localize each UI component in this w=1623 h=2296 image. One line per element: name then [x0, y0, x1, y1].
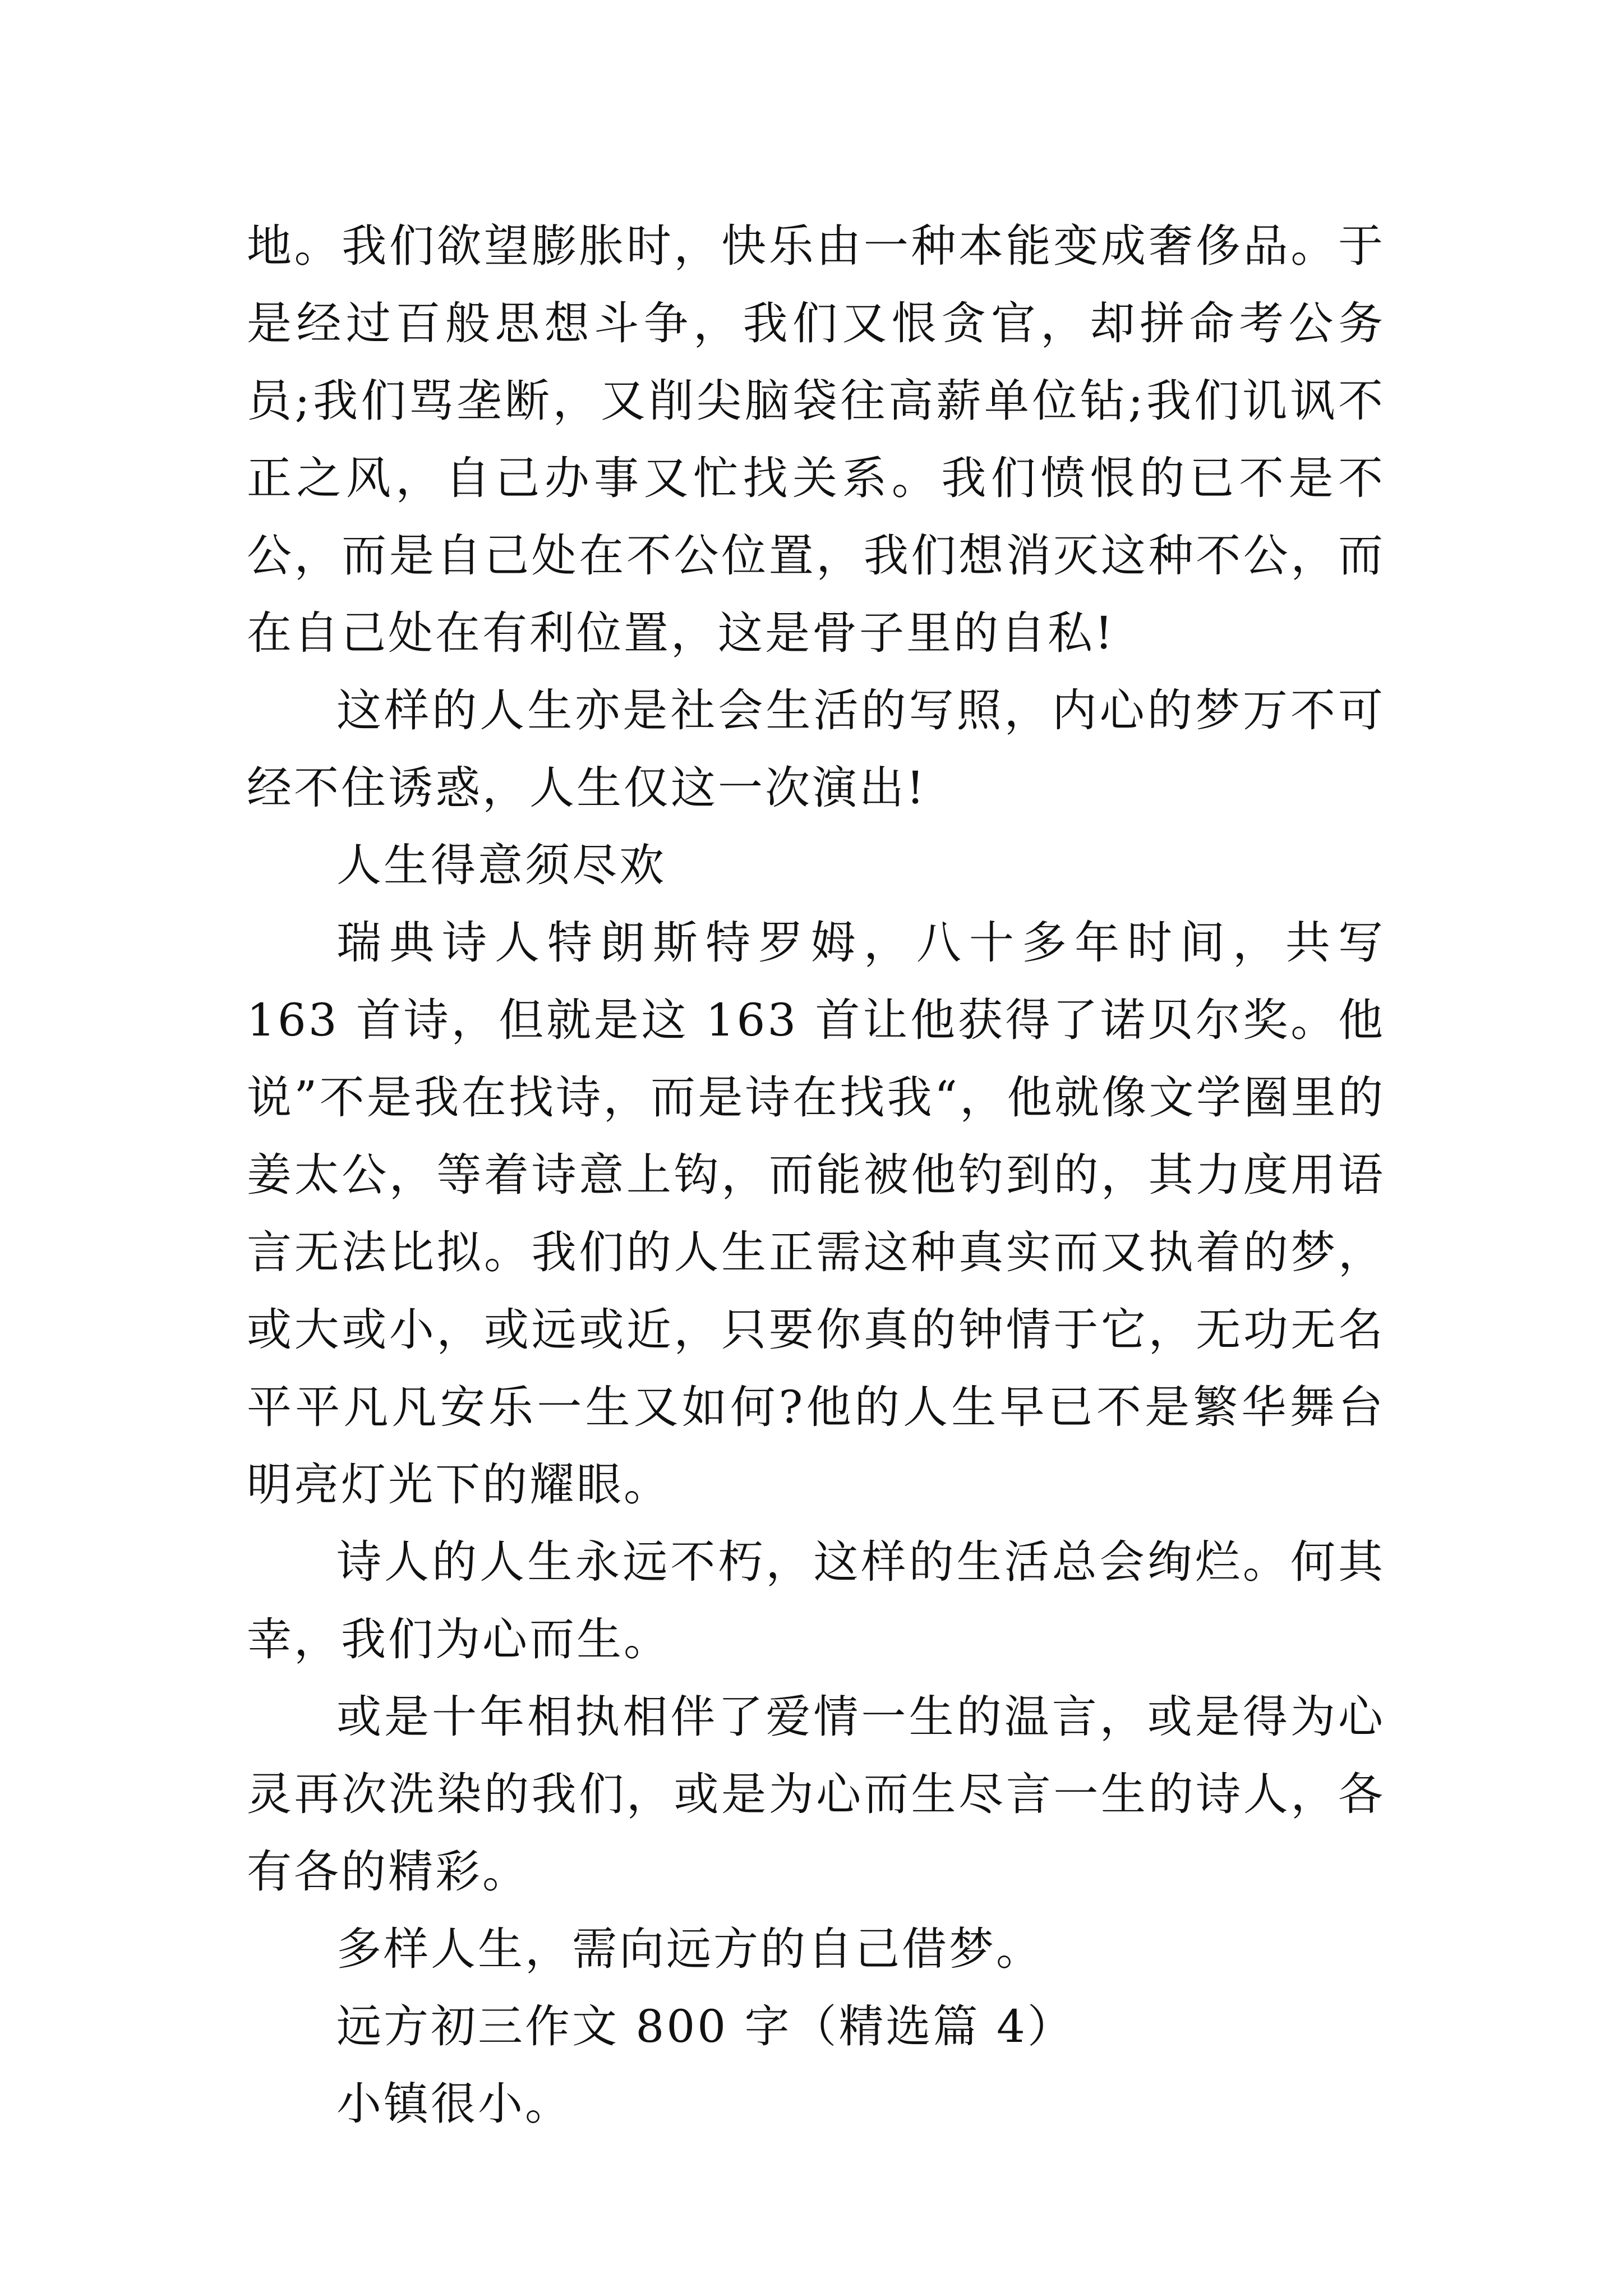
paragraph: 这样的人生亦是社会生活的写照，内心的梦万不可经不住诱惑，人生仅这一次演出! — [247, 684, 1385, 814]
paragraph: 小镇很小。 — [336, 2078, 572, 2130]
essay-body — [247, 208, 1385, 2143]
section-heading: 人生得意须尽欢 — [336, 839, 666, 891]
essay-title: 远方初三作文 800 字（精选篇 4） — [336, 2000, 1075, 2053]
paragraph: 多样人生，需向远方的自己借梦。 — [336, 1923, 1043, 1975]
paragraph-continuation: 地。我们欲望膨胀时，快乐由一种本能变成奢侈品。于是经过百般思想斗争，我们又恨贪官，却拼命考公务员;我们骂垄断，又削尖脑袋往高薪单位钻;我们讥讽不正之风，自己办事又忙找关系。我们愤恨的已不是不公，而是自己处在不公位置，我们想消灭这种不公，而在自己处在有利位置，这是骨子里的自私! — [247, 220, 1385, 659]
paragraph: 诗人的人生永远不朽，这样的生活总会绚烂。何其幸，我们为心而生。 — [247, 1536, 1385, 1665]
paragraph: 瑞典诗人特朗斯特罗姆，八十多年时间，共写 163 首诗，但就是这 163 首让他获得了诺贝尔奖。他说”不是我在找诗，而是诗在找我“，他就像文学圈里的姜太公，等着诗意上钩，而能被他钓到的，其力度用语言无法比拟。我们的人生正需这种真实而又执着的梦，或大或小，或远或近，只要你真的钟情于它，无功无名平平凡凡安乐一生又如何?他的人生早已不是繁华舞台明亮灯光下的耀眼。 — [247, 917, 1385, 1511]
paragraph: 或是十年相执相伴了爱情一生的温言，或是得为心灵再次洗染的我们，或是为心而生尽言一生的诗人，各有各的精彩。 — [247, 1691, 1385, 1898]
